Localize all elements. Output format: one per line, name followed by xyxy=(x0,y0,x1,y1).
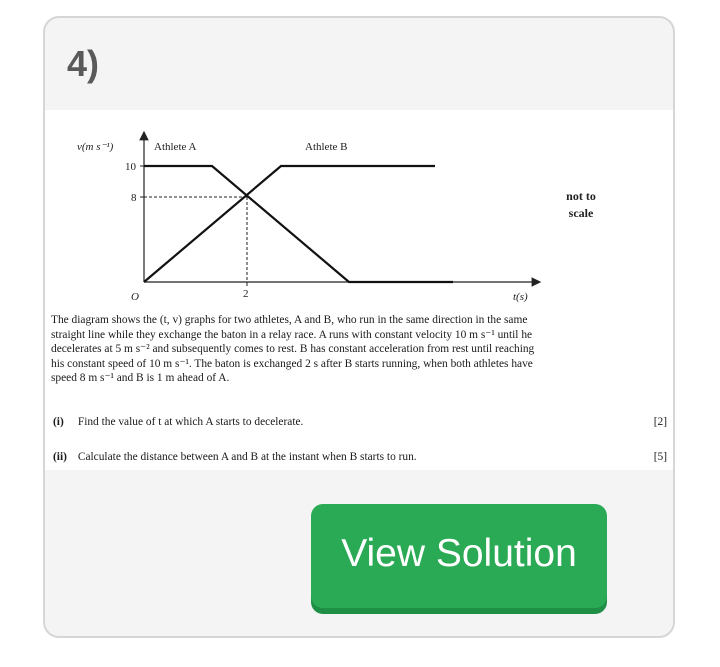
y-axis-label: v(m s⁻¹) xyxy=(77,141,114,153)
question-card xyxy=(43,16,675,638)
question-description xyxy=(51,313,669,386)
part-label: (i) xyxy=(53,416,64,428)
origin-label: O xyxy=(131,291,139,303)
series-line-athlete-a xyxy=(144,166,453,282)
part-text: Calculate the distance between A and B at the instant when B starts to run. xyxy=(77,451,417,463)
question-part-ii xyxy=(53,451,667,463)
not-to-scale-line-1: not to xyxy=(566,189,596,203)
y-tick-label-8: 8 xyxy=(131,192,137,204)
question-part-i xyxy=(53,416,667,428)
part-text: Find the value of t at which A starts to decelerate. xyxy=(77,416,304,428)
description-line-1: The diagram shows the (t, v) graphs for two athletes, A and B, who run in the same direction in the same xyxy=(51,314,528,326)
x-tick-label-2: 2 xyxy=(243,288,249,300)
part-marks: [2] xyxy=(653,416,667,428)
description-line-4: his constant speed of 10 m s⁻¹. The baton is exchanged 2 s after B starts running, when both athletes have xyxy=(51,357,533,370)
not-to-scale-note xyxy=(550,188,612,222)
y-tick-label-10: 10 xyxy=(125,161,136,173)
not-to-scale-line-2: scale xyxy=(568,206,594,220)
x-axis-label: t(s) xyxy=(513,291,528,303)
description-line-5: speed 8 m s⁻¹ and B is 1 m ahead of A. xyxy=(51,372,230,385)
series-label-athlete-b: Athlete B xyxy=(305,141,348,153)
part-label: (ii) xyxy=(53,451,67,463)
question-number: 4) xyxy=(67,43,100,84)
question-paper xyxy=(45,110,673,470)
view-solution-button[interactable]: View Solution xyxy=(311,504,607,608)
description-line-3: decelerates at 5 m s⁻² and subsequently comes to rest. B has constant acceleration from rest until reaching xyxy=(51,343,535,356)
series-line-athlete-b xyxy=(144,166,435,282)
description-line-2: straight line while they exchange the baton in a relay race. A runs with constant velocity 10 m s⁻¹ until he xyxy=(51,328,533,341)
part-marks: [5] xyxy=(653,451,667,463)
series-label-athlete-a: Athlete A xyxy=(154,141,197,153)
